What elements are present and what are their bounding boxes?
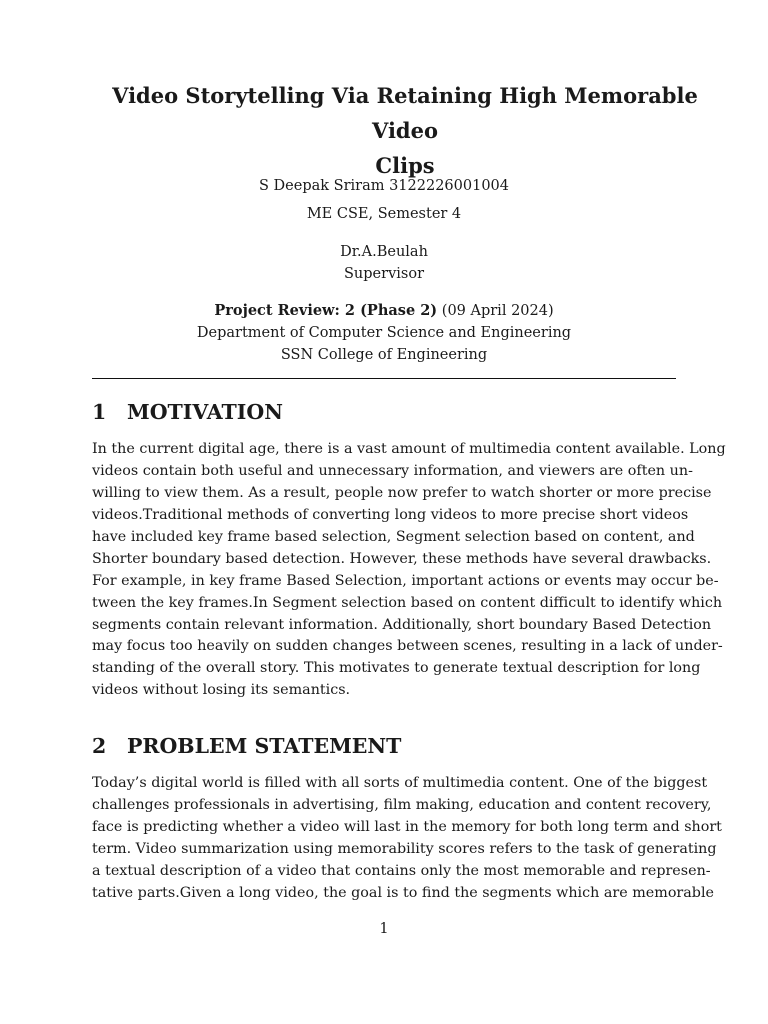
paragraph-line: willing to view them. As a result, people now prefer to watch shorter or more precise xyxy=(92,484,712,501)
paragraph-line: In the current digital age, there is a vast amount of multimedia content available. Long xyxy=(92,441,726,457)
paragraph-line: videos without losing its semantics. xyxy=(92,682,351,699)
supervisor-role: Supervisor xyxy=(344,266,424,282)
motivation-paragraph xyxy=(92,439,726,702)
paragraph-line: Shorter boundary based detection. However, these methods have several drawbacks. xyxy=(92,550,712,567)
review-date: (09 April 2024) xyxy=(441,303,554,319)
paragraph-line: videos.Traditional methods of converting long videos to more precise short videos xyxy=(92,506,689,523)
department-line: Department of Computer Science and Engineering xyxy=(196,325,572,341)
section-title: PROBLEM STATEMENT xyxy=(127,734,402,758)
paragraph-line: have included key frame based selection, Segment selection based on content, and xyxy=(92,528,695,545)
paragraph-line: a textual description of a video that contains only the most memorable and represen- xyxy=(92,862,711,879)
paragraph-line: segments contain relevant information. Additionally, short boundary Based Detection xyxy=(92,616,712,633)
author-line: S Deepak Sriram 3122226001004 xyxy=(258,178,510,194)
paragraph-line: tween the key frames.In Segment selection based on content difficult to identify which xyxy=(92,594,723,611)
title-line-1: Video Storytelling Via Retaining High Memorable Video xyxy=(112,83,698,143)
title-line-2: Clips xyxy=(375,153,435,178)
page-number: 1 xyxy=(379,921,389,937)
review-line xyxy=(0,300,768,322)
paragraph-line: For example, in key frame Based Selection, important actions or events may occur be- xyxy=(92,572,719,589)
paragraph-line: Today’s digital world is filled with all sorts of multimedia content. One of the biggest xyxy=(92,775,708,791)
paragraph-line: tative parts.Given a long video, the goal is to find the segments which are memorable xyxy=(92,884,714,901)
paragraph-line: standing of the overall story. This motivates to generate textual description for long xyxy=(92,660,701,677)
section-heading-motivation xyxy=(92,399,283,425)
paragraph-line: face is predicting whether a video will last in the memory for both long term and short xyxy=(92,818,722,835)
review-label: Project Review: 2 (Phase 2) xyxy=(214,302,438,319)
section-heading-problem-statement xyxy=(92,733,401,759)
section-number: 1 xyxy=(92,400,107,424)
paragraph-line: challenges professionals in advertising, film making, education and content recovery, xyxy=(92,796,712,813)
paragraph-line: videos contain both useful and unnecessary information, and viewers are often un- xyxy=(92,462,693,479)
section-title: MOTIVATION xyxy=(127,400,283,424)
paragraph-line: term. Video summarization using memorability scores refers to the task of generating xyxy=(92,840,717,857)
program-line: ME CSE, Semester 4 xyxy=(306,206,462,222)
supervisor-name: Dr.A.Beulah xyxy=(340,244,428,260)
problem-statement-paragraph xyxy=(92,773,722,905)
section-number: 2 xyxy=(92,734,107,758)
paragraph-line: may focus too heavily on sudden changes between scenes, resulting in a lack of under- xyxy=(92,638,723,655)
header-divider xyxy=(92,378,676,379)
college-line: SSN College of Engineering xyxy=(280,347,488,363)
paper-title xyxy=(100,78,710,183)
